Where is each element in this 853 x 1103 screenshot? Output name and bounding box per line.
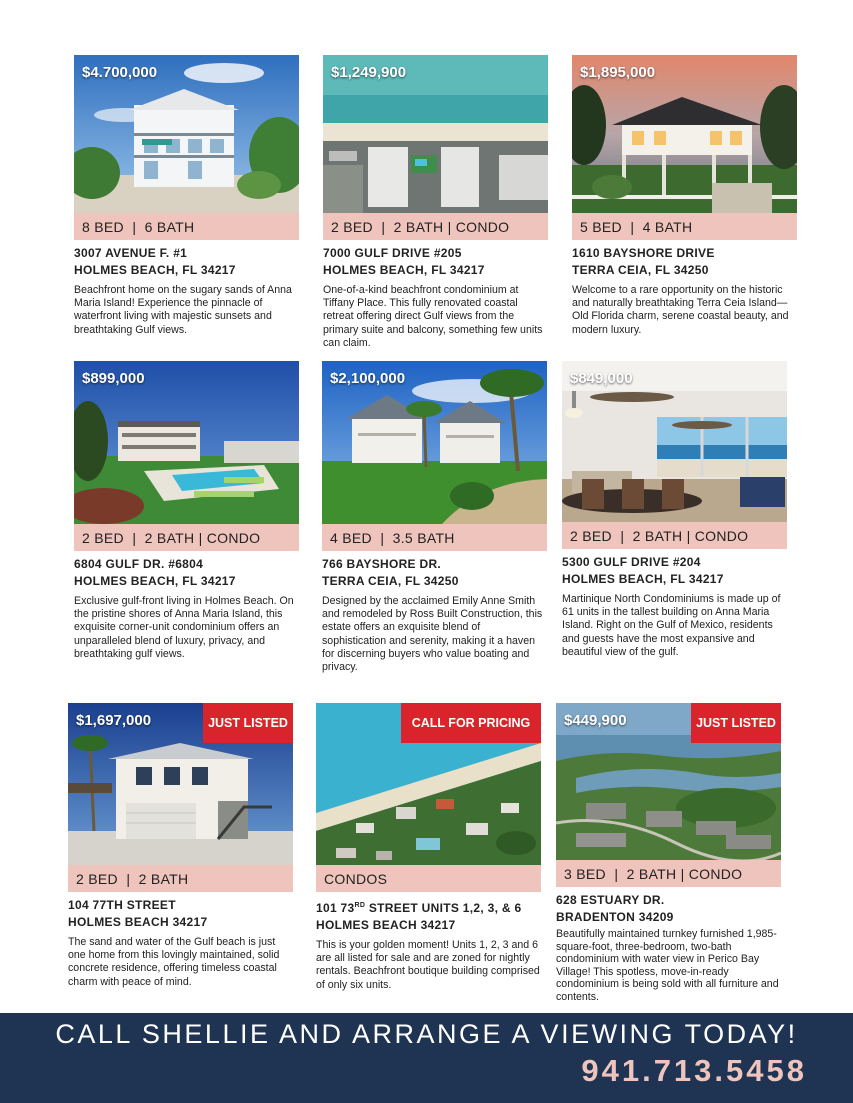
address-line-1 [316, 897, 541, 917]
address-line-1: 104 77TH STREET [68, 898, 176, 912]
listing-card-5[interactable] [322, 361, 547, 674]
bed-bath-stats: 2 BED | 2 BATH | CONDO [74, 524, 299, 551]
bed-bath-stats: 2 BED | 2 BATH | CONDO [562, 522, 787, 549]
listing-card-9[interactable] [556, 703, 781, 1004]
listing-address [562, 554, 787, 588]
just-listed-flag: JUST LISTED [203, 703, 293, 743]
listing-description: The sand and water of the Gulf beach is just one home from this lovingly maintained, solid concrete residence, offering timeless coastal charm with peace of mind. [68, 936, 280, 988]
listing-address [572, 245, 797, 279]
listing-description: One-of-a-kind beachfront condominium at Tiffany Place. This fully renovated coastal retreat offering direct Gulf views from the primary suite and balcony, something few units can claim. [323, 284, 543, 349]
address-line-2: HOLMES BEACH, FL 34217 [562, 572, 724, 586]
listing-description: Martinique North Condominiums is made up of 61 units in the tallest building on Anna Maria Island. Right on the Gulf of Mexico, residents and guests have the most expansive and beautiful view of the gulf. [562, 593, 781, 658]
listing-price: $899,000 [82, 370, 145, 387]
address-line-1: 1610 BAYSHORE DRIVE [572, 246, 715, 260]
listing-card-3[interactable] [572, 55, 797, 337]
property-photo [323, 55, 548, 213]
listing-description: Welcome to a rare opportunity on the historic and naturally breathtaking Terra Ceia Island—Old Florida charm, serene coastal beauty, and modern luxury. [572, 284, 789, 336]
address-line-2: TERRA CEIA, FL 34250 [572, 263, 709, 277]
property-photo [68, 703, 293, 865]
listing-address [316, 897, 541, 934]
listing-address [323, 245, 548, 279]
address-line-2: HOLMES BEACH 34217 [316, 918, 456, 932]
address-number: 101 73 [316, 901, 355, 915]
just-listed-flag: JUST LISTED [691, 703, 781, 743]
listing-description: Beautifully maintained turnkey furnished 1,985-square-foot, three-bedroom, two-bath condominium with water view in Perico Bay Village! This spotless, move-in-ready condominium is being sold with all furniture and contents. [556, 928, 779, 1003]
listing-card-6[interactable] [562, 361, 787, 659]
bed-bath-stats: 2 BED | 2 BATH | CONDO [323, 213, 548, 240]
listing-price: $1,697,000 [76, 712, 152, 729]
contact-footer [0, 1013, 853, 1103]
address-line-2: HOLMES BEACH, FL 34217 [74, 574, 236, 588]
listing-description: This is your golden moment! Units 1, 2, 3 and 6 are all listed for sale and are zoned for nightly rentals. Beachfront boutique building comprised of only six units. [316, 939, 540, 991]
address-line-1: 5300 GULF DRIVE #204 [562, 555, 701, 569]
listing-price: $1,249,900 [331, 64, 407, 81]
call-to-action: CALL SHELLIE AND ARRANGE A VIEWING TODAY! [55, 1019, 798, 1049]
address-line-2: HOLMES BEACH, FL 34217 [74, 263, 236, 277]
listing-description: Exclusive gulf-front living in Holmes Beach. On the pristine shores of Anna Maria Island, this exquisite corner-unit condominium offers an unparalleled blend of luxury, privacy, and breathtaking gulf views. [74, 595, 294, 660]
listing-price: $449,900 [564, 712, 627, 729]
property-photo [562, 361, 787, 522]
listing-card-4[interactable] [74, 361, 299, 661]
bed-bath-stats: 4 BED | 3.5 BATH [322, 524, 547, 551]
listing-card-7[interactable] [68, 703, 293, 989]
property-photo [74, 361, 299, 524]
listing-card-8[interactable] [316, 703, 541, 992]
listing-description: Beachfront home on the sugary sands of Anna Maria Island! Experience the pinnacle of waterfront living with majestic sunsets and breathtaking Gulf views. [74, 284, 292, 336]
address-line-1: 7000 GULF DRIVE #205 [323, 246, 462, 260]
call-for-pricing-flag: CALL FOR PRICING [401, 703, 541, 743]
phone-number[interactable]: 941.713.5458 [581, 1053, 807, 1088]
listing-address [74, 245, 299, 279]
listing-address [68, 897, 293, 931]
property-photo [74, 55, 299, 213]
bed-bath-stats: 5 BED | 4 BATH [572, 213, 797, 240]
property-photo [572, 55, 797, 213]
bed-bath-stats: 2 BED | 2 BATH [68, 865, 293, 892]
address-line-2: TERRA CEIA, FL 34250 [322, 574, 459, 588]
listing-card-2[interactable] [323, 55, 548, 350]
listing-price: $2,100,000 [330, 370, 406, 387]
listing-price: $1,895,000 [580, 64, 656, 81]
property-photo [316, 703, 541, 865]
bed-bath-stats: 3 BED | 2 BATH | CONDO [556, 860, 781, 887]
listing-description: Designed by the acclaimed Emily Anne Smith and remodeled by Ross Built Construction, this estate offers an exquisite blend of sophistication and serenity, making it a haven for discerning buyers who value boating and privacy. [322, 595, 543, 674]
listing-price: $849,000 [570, 370, 633, 387]
listing-address [74, 556, 299, 590]
address-line-2: BRADENTON 34209 [556, 910, 674, 924]
property-photo [322, 361, 547, 524]
address-line-2: HOLMES BEACH, FL 34217 [323, 263, 485, 277]
listing-address [322, 556, 547, 590]
address-line-1: 628 ESTUARY DR. [556, 893, 665, 907]
condos-label: CONDOS [316, 865, 541, 892]
bed-bath-stats: 8 BED | 6 BATH [74, 213, 299, 240]
address-line-1: 6804 GULF DR. #6804 [74, 557, 204, 571]
listing-price: $4.700,000 [82, 64, 158, 81]
address-line-2: HOLMES BEACH 34217 [68, 915, 208, 929]
ordinal-suffix: RD [354, 902, 366, 909]
property-photo [556, 703, 781, 860]
address-street: STREET UNITS 1,2, 3, & 6 [365, 901, 522, 915]
listing-card-1[interactable] [74, 55, 299, 337]
listing-address [556, 892, 781, 926]
address-line-1: 766 BAYSHORE DR. [322, 557, 442, 571]
address-line-1: 3007 AVENUE F. #1 [74, 246, 188, 260]
